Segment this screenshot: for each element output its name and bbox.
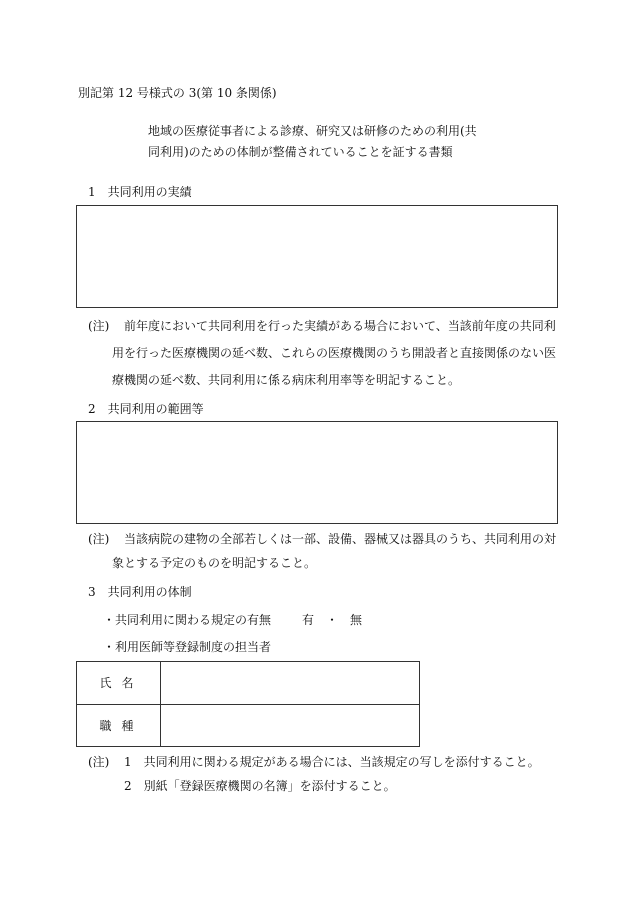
job-type-label: 職種: [99, 719, 144, 733]
section-3-heading: 3 共同利用の体制: [88, 585, 192, 599]
section-2-entry-text: [77, 422, 557, 434]
document-title-line-1: 地域の医療従事者による診療、研究又は研修のための利用(共: [148, 124, 477, 138]
section-1-heading: 1 共同利用の実績: [88, 185, 192, 199]
form-number-header: 別記第 12 号様式の 3(第 10 条関係): [78, 86, 277, 100]
staff-table-row-job: [77, 705, 419, 747]
name-label: 氏名: [99, 676, 144, 690]
rules-existence-item: ・共同利用に関わる規定の有無: [103, 613, 272, 627]
staff-table: [76, 661, 420, 747]
section-2-note-line-2: 象とする予定のものを明記すること。: [112, 556, 317, 570]
section-2-note-label: (注): [88, 532, 110, 546]
yes-no-choice[interactable]: 有 ・ 無: [302, 613, 363, 627]
section-2-heading: 2 共同利用の範囲等: [88, 402, 204, 416]
section-1-note-label: (注): [88, 319, 110, 333]
section-3-note-2: 2 別紙「登録医療機関の名簿」を添付すること。: [124, 779, 396, 793]
section-1-note-line-1: 前年度において共同利用を行った実績がある場合において、当該前年度の共同利: [124, 319, 556, 333]
section-1-entry-box[interactable]: [76, 205, 558, 308]
section-2-note-line-1: 当該病院の建物の全部若しくは一部、設備、器械又は器具のうち、共同利用の対: [124, 532, 557, 546]
section-1-note-line-2: 用を行った医療機関の延べ数、これらの医療機関のうち開設者と直接関係のない医: [112, 346, 557, 360]
registration-staff-item: ・利用医師等登録制度の担当者: [103, 640, 272, 654]
section-1-note-line-3: 療機関の延べ数、共同利用に係る病床利用率等を明記すること。: [112, 373, 461, 387]
document-title-line-2: 同利用)のための体制が整備されていることを証する書類: [148, 145, 453, 159]
section-2-entry-box[interactable]: [76, 421, 558, 524]
staff-table-row-name: [77, 662, 419, 705]
section-3-note-1: 1 共同利用に関わる規定がある場合には、当該規定の写しを添付すること。: [124, 755, 540, 769]
section-1-entry-text: [77, 206, 557, 218]
section-3-note-label: (注): [88, 755, 110, 769]
